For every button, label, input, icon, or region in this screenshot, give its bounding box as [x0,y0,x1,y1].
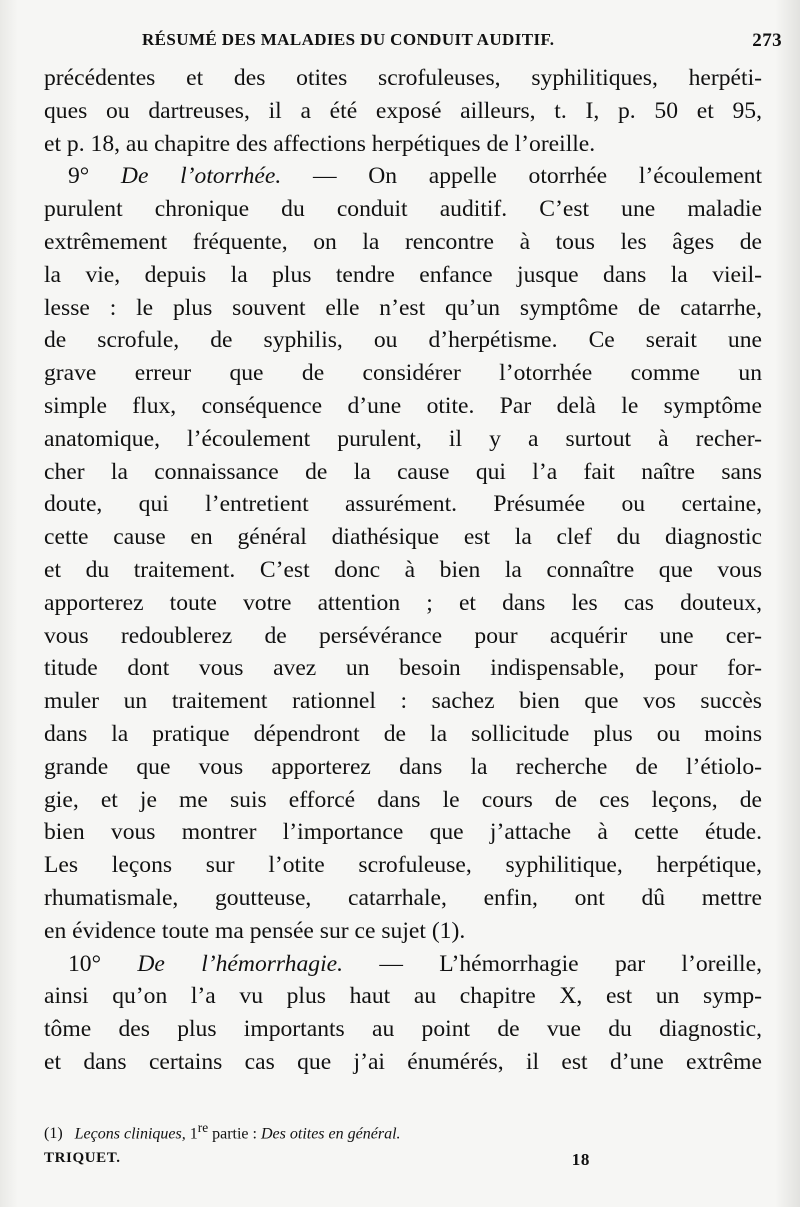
text-line: ainsi qu’on l’a vu plus haut au chapitre X, est un symp- [44,983,762,1010]
text-line: purulent chronique du conduit auditif. C’est une maladie [44,196,762,223]
section-10-title: De l’hémorrhagie. [137,950,343,977]
running-title: RÉSUMÉ DES MALADIES DU CONDUIT AUDITIF. [142,30,555,49]
text-line: bien vous montrer l’importance que j’attache à cette étude. [44,819,762,846]
footer-author: TRIQUET. [44,1150,121,1166]
text-line: muler un traitement rationnel : sachez bien que vos succès [44,688,762,715]
text-line: ques ou dartreuses, il a été exposé ailleurs, t. I, p. 50 et 95, [44,97,762,124]
section-10-text: — L’hémorrhagie par l’oreille, [379,950,762,977]
text-line: Les leçons sur l’otite scrofuleuse, syphilitique, herpétique, [44,852,762,879]
signature-mark: 18 [571,1150,590,1169]
text-line: en évidence toute ma pensée sur ce sujet (1). [44,917,466,944]
text-line: titude dont vous avez un besoin indispensable, pour for- [44,655,762,682]
text-line: doute, qui l’entretient assurément. Présumée ou certaine, [44,491,762,518]
text-line: précédentes et des otites scrofuleuses, syphilitiques, herpéti- [44,65,762,91]
section-9-heading-line [44,160,762,193]
footnote [44,1120,762,1143]
text-line: cher la connaissance de la cause qui l’a fait naître sans [44,458,762,485]
text-line: rhumatismale, goutteuse, catarrhale, enfin, ont dû mettre [44,884,762,911]
footnote-marker: (1) [44,1125,63,1143]
section-10-number: 10° [68,950,102,977]
section-10-heading-line [44,948,762,981]
text-line: gie, et je me suis efforcé dans le cours de ces leçons, de [44,786,762,813]
text-line: apporterez toute votre attention ; et dans les cas douteux, [44,589,762,616]
text-line: lesse : le plus souvent elle n’est qu’un symptôme de catarrhe, [44,294,762,321]
text-line: cette cause en général diathésique est la clef du diagnostic [44,524,762,551]
footnote-part-suffix: re [197,1120,209,1135]
text-line: et dans certains cas que j’ai énumérés, il est d’une extrême [44,1048,762,1075]
text-line: vous redoublerez de persévérance pour acquérir une cer- [44,622,762,649]
text-line: et p. 18, au chapitre des affections herpétiques de l’oreille. [44,130,596,157]
footnote-title: Leçons cliniques, [74,1125,186,1143]
text-line: de scrofule, de syphilis, ou d’herpétisme. Ce serait une [44,327,762,354]
footnote-part-label: partie : [212,1125,257,1143]
footnote-reference: Des otites en général. [260,1125,401,1143]
text-line: dans la pratique dépendront de la sollicitude plus ou moins [44,720,762,747]
section-9-title: De l’otorrhée. [120,163,282,190]
text-line: extrêmement fréquente, on la rencontre à tous les âges de [44,228,762,255]
text-line: la vie, depuis la plus tendre enfance jusque dans la vieil- [44,261,762,288]
text-line: et du traitement. C’est donc à bien la connaître que vous [44,556,762,583]
text-line: anatomique, l’écoulement purulent, il y a surtout à recher- [44,425,762,452]
text-line: tôme des plus importants au point de vue du diagnostic, [44,1016,762,1043]
footnote-part-number: 1 [189,1125,198,1143]
page-footer [44,1150,590,1167]
text-line: grave erreur que de considérer l’otorrhée comme un [44,360,762,387]
page-header [44,30,782,54]
section-9-number: 9° [68,163,90,190]
section-9-text: — On appelle otorrhée l’écoulement [312,163,762,190]
text-line: simple flux, conséquence d’une otite. Par delà le symptôme [44,392,762,419]
page-number: 273 [752,30,782,51]
text-line: grande que vous apporterez dans la recherche de l’étiolo- [44,753,762,780]
body-text [44,62,762,1079]
